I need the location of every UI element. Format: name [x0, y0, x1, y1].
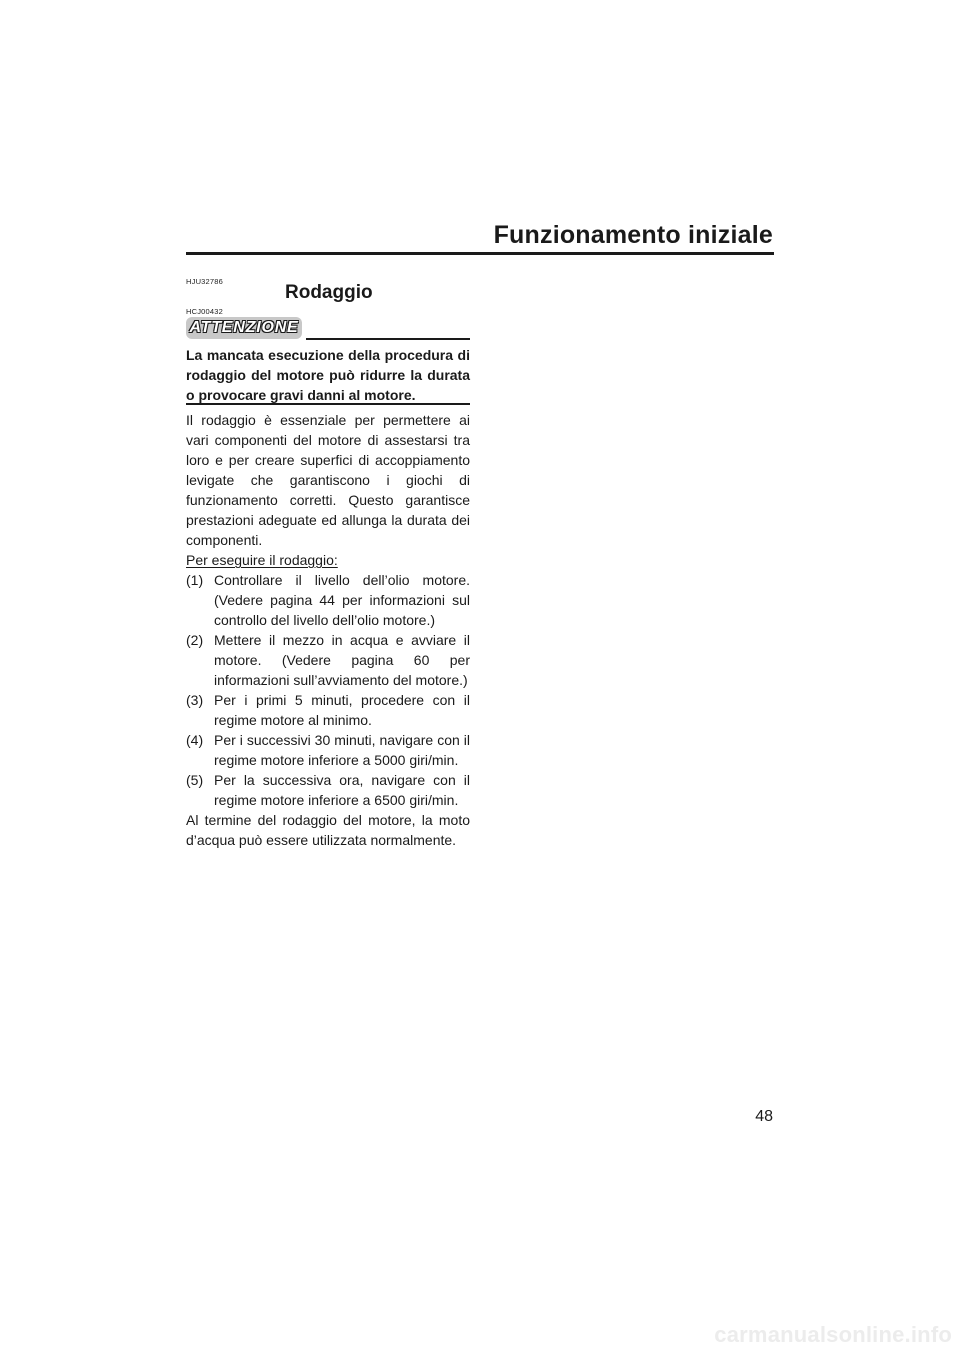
caution-bottom-rule	[186, 403, 470, 405]
page-number: 48	[755, 1108, 773, 1125]
step-item	[186, 690, 470, 730]
intro-paragraph: Il rodaggio è essenziale per permettere ai vari componenti del motore di assestarsi tra loro e per creare superfici di accoppiamento levigate che garantiscono i giochi di funzionamento corretti. Questo garantisce prestazioni adeguate ed allunga la durata dei componenti.	[186, 412, 470, 548]
closing-paragraph: Al termine del rodaggio del motore, la moto d’acqua può essere utilizzata normalmente.	[186, 812, 470, 848]
procedure-subheading: Per eseguire il rodaggio:	[186, 552, 338, 568]
body-text	[186, 410, 470, 850]
step-number: (2)	[186, 632, 204, 648]
step-item	[186, 770, 470, 810]
caution-top-rule	[306, 338, 470, 340]
caution-badge	[186, 317, 302, 339]
step-item	[186, 730, 470, 770]
section-code: HJU32786	[186, 277, 224, 286]
step-text: Per i primi 5 minuti, procedere con il regime motore al minimo.	[214, 692, 470, 728]
step-number: (3)	[186, 692, 204, 708]
step-text: Per i successivi 30 minuti, navigare con il regime motore inferiore a 5000 giri/min.	[214, 732, 470, 768]
caution-code: HCJ00432	[186, 307, 224, 316]
caution-text: La mancata esecuzione della procedura di rodaggio del motore può ridurre la durata o provocare gravi danni al motore.	[186, 347, 470, 403]
watermark: carmanualsonline.info	[714, 1322, 952, 1347]
step-text: Per la successiva ora, navigare con il regime motore inferiore a 6500 giri/min.	[214, 772, 470, 808]
step-item	[186, 630, 470, 690]
step-text: Mettere il mezzo in acqua e avviare il motore. (Vedere pagina 60 per informazioni sull’avviamento del motore.)	[214, 632, 470, 688]
header-divider	[186, 252, 774, 255]
step-item	[186, 570, 470, 630]
section-title: Rodaggio	[285, 282, 373, 303]
step-text: Controllare il livello dell’olio motore. (Vedere pagina 44 per informazioni sul controllo del livello dell’olio motore.)	[214, 572, 470, 628]
step-number: (5)	[186, 772, 204, 788]
step-number: (1)	[186, 572, 204, 588]
step-number: (4)	[186, 732, 204, 748]
caution-label: ATTENZIONE	[189, 319, 299, 336]
page-header-title: Funzionamento iniziale	[493, 221, 773, 249]
